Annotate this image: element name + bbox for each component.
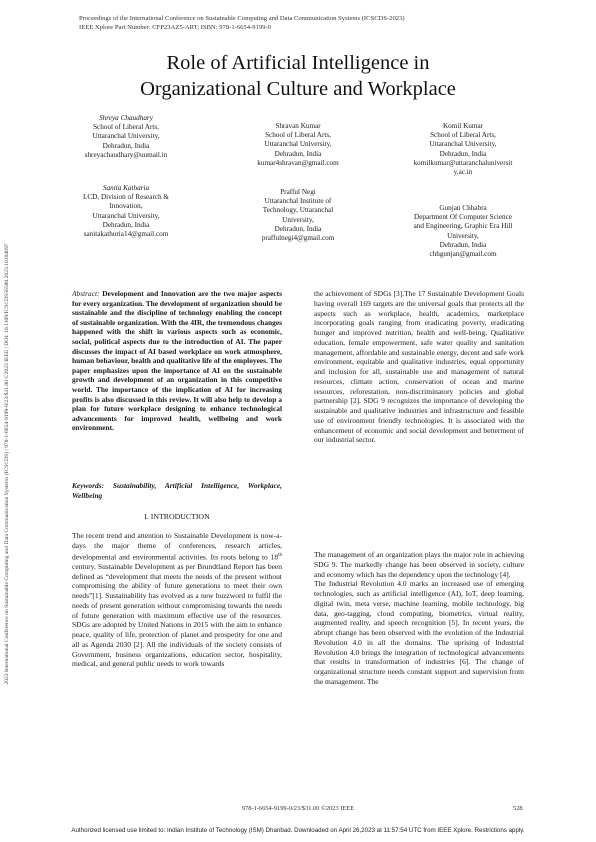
intro-paragraph bbox=[72, 531, 282, 669]
author-affil: Uttaranchal University, bbox=[429, 140, 497, 149]
author-affil: Department Of Computer Science bbox=[414, 213, 512, 222]
paper-title bbox=[40, 50, 556, 102]
author-affil: Uttaranchal University, bbox=[92, 132, 160, 141]
side-citation-text: 2023 International Conference on Sustainable Computing and Data Communication Systems (ICSCDS) | 978-1-6654-9199-0/23/$31.00 ©2023 IEEE | DOI: 10.1109/ICSCDS56580.2023.10104697 bbox=[4, 243, 10, 685]
proceedings-header bbox=[79, 14, 405, 32]
abstract-label: Abstract: bbox=[72, 289, 100, 298]
author-affil: Innovation, bbox=[109, 202, 143, 211]
footer-code: 978-1-6654-9199-0/23/$31.00 ©2023 IEEE bbox=[241, 805, 355, 812]
author-affil: Dehradun, India bbox=[439, 149, 487, 158]
author-email: komilkumar@uttaranchaluniversit bbox=[413, 158, 513, 167]
author-affil: School of Liberal Arts, bbox=[93, 123, 159, 132]
author-gunjan bbox=[398, 204, 528, 259]
author-affil: Dehradun, India bbox=[102, 220, 150, 229]
right-column-paragraph-1 bbox=[314, 289, 524, 445]
author-affil: University, bbox=[282, 215, 314, 224]
intro-superscript: th bbox=[278, 552, 282, 558]
author-name: Prafful Negi bbox=[280, 188, 316, 196]
author-affil: Dehradun, India bbox=[439, 240, 487, 249]
paragraph-industry-40: The Industrial Revolution 4.0 marks an increased use of emerging technologies, such as artificial intelligence (AI), IoT, deep learning, digital twin, meta verse, machine learning, mobile technology, big data, geo-tagging, cloud computing, biometrics, virtual reality, augmented reality, and speech recognition [5]. In recent years, the abrupt change has been observed with the evolution of the Industrial Revolution 4.0 in all the domains. The uprising of Industrial Revolution 4.0 brings the integration of technological advancements that results in transformation of industries [6]. The change of organizational structure needs constant support and supervision from the management. The bbox=[314, 579, 524, 686]
author-email: shreyachaudhary@uumail.in bbox=[84, 150, 168, 159]
author-name: Shreya Chaudhary bbox=[99, 114, 153, 122]
author-affil: Uttaranchal Institute of bbox=[264, 197, 332, 206]
author-affil: School of Liberal Arts, bbox=[430, 131, 496, 140]
paragraph-sdg: the achievement of SDGs [3].The 17 Sustainable Development Goals having overall 169 targets are the universal goals that protects all the aspects such as workplace, health, academics, marketplace incorporating goals ranging from eradicating poverty, eradicating hunger and improved nutrition, health and well-being, Qualitative education, female empowerment, safe water quality and sanitation management, affordable and sustainable energy, decent and safe work environment, equitable and qualitative industries, equal opportunity and inclusion for all, sustainable use and management of natural resources, climate action, conservation of ocean and marine resources, reforestation, non-discriminatory policies and global partnership [2]. SDG 9 recognizes the importance of developing the sustainable and qualitative industries and infrastructure and feasible use of environment friendly technologies. It is associated with the enhancement of economic and social development and betterment of our industrial sector. bbox=[314, 289, 524, 445]
author-email: kumar4shravan@gmail.com bbox=[257, 158, 339, 167]
proceedings-line: Proceedings of the International Conference on Sustainable Computing and Data Communication Systems (ICSCDS-2023) bbox=[79, 15, 405, 22]
author-affil: Dehradun, India bbox=[102, 141, 150, 150]
author-email: chhgunjan@gmail.com bbox=[429, 250, 497, 259]
license-notice: Authorized licensed use limited to: Indian Institute of Technology (ISM) Dhanbad. Downloaded on April 26,2023 at 11:57:54 UTC from IEEE Xplore. Restrictions apply. bbox=[71, 827, 525, 834]
author-affil: School of Liberal Arts, bbox=[265, 131, 331, 140]
author-email: y.ac.in bbox=[453, 168, 473, 177]
title-line-2: Organizational Culture and Workplace bbox=[140, 78, 456, 100]
author-name: Gunjan Chhabra bbox=[439, 204, 487, 212]
author-affil: Uttaranchal University, bbox=[264, 140, 332, 149]
paragraph-management: The management of an organization plays the major role in achieving SDG 9. The markedly change has been observed in society, culture and economy which has the dependency upon the technology [4]. bbox=[314, 550, 524, 579]
author-komil bbox=[398, 122, 528, 177]
author-prafful bbox=[238, 188, 358, 243]
page-number: 528 bbox=[513, 805, 523, 812]
author-shravan bbox=[238, 122, 358, 168]
xplore-line: IEEE Xplore Part Number: CFP23AZ5-ART; ISBN: 978-1-6654-9199-0 bbox=[79, 24, 271, 31]
author-affil: Technology, Uttaranchal bbox=[262, 206, 334, 215]
right-column-paragraphs bbox=[314, 550, 524, 687]
author-affil: Uttaranchal University, bbox=[92, 211, 160, 220]
author-email: praffulnegi4@gmail.com bbox=[261, 234, 335, 243]
title-line-1: Role of Artificial Intelligence in bbox=[166, 52, 430, 74]
author-affil: University, bbox=[447, 231, 479, 240]
author-email: sanitakathuria14@gmail.com bbox=[83, 230, 169, 239]
author-affil: Dehradun, India bbox=[274, 149, 322, 158]
author-sanita bbox=[66, 184, 186, 239]
author-name: Sanita Katharia bbox=[102, 184, 150, 192]
intro-text-a: The recent trend and attention to Sustainable Development is now-a-days the major theme of conferences, research articles, developmental and environmental activities. Its roots belong to 18 bbox=[72, 531, 282, 561]
author-name: Komil Kumar bbox=[442, 122, 484, 130]
intro-text-b: century. Sustainable Development as per Brundtland Report has been defined as “development that meets the needs of the present without compromising the ability of future generations to meet their own needs”[1]. Sustainability has evolved as a new buzzword to fulfil the needs of present generation without compromising towards the needs of future generation with maximum effective use of the resources. SDGs are adopted by United Nations in 2015 with the aim to enhance peace, quality of life, protection of planet and prosperity for one and all as Agenda 2030 [2]. All the individuals of the society consists of Government, business organizations, education sector, hospitality, medical, and general public needs to work towards bbox=[72, 561, 282, 669]
author-shreya bbox=[66, 114, 186, 160]
section-heading: I. INTRODUCTION bbox=[144, 512, 210, 521]
abstract bbox=[72, 289, 282, 433]
author-affil: Dehradun, India bbox=[274, 224, 322, 233]
abstract-text: Development and Innovation are the two major aspects for every organization. The development of organization should be sustainable and the discipline of technology enabling the concept of sustainable organization. With the 4IR, the tremendous changes happened with the shift in various aspects such as economic, social, political aspects due to the introduction of AI. The paper discusses the impact of AI based workplace on work atmosphere, human behaviour, health and qualitative life of the employees. The paper emphasizes upon the importance of AI on the sustainable growth and development of an organization in this competitive world. The importance of the implication of AI for increasing profits is also discussed in this review. It will also help to develop a plan for future workplace designing to enhance technological advancements for improved health, wellbeing and work environment. bbox=[72, 289, 283, 433]
author-affil: LCD, Division of Research & bbox=[82, 193, 170, 202]
keywords: Keywords: Sustainability, Artificial Intelligence, Workplace, Wellbeing bbox=[72, 481, 282, 500]
author-affil: and Engineering, Graphic Era Hill bbox=[413, 222, 513, 231]
side-citation bbox=[2, 98, 12, 830]
author-name: Shravan Kumar bbox=[275, 122, 321, 130]
